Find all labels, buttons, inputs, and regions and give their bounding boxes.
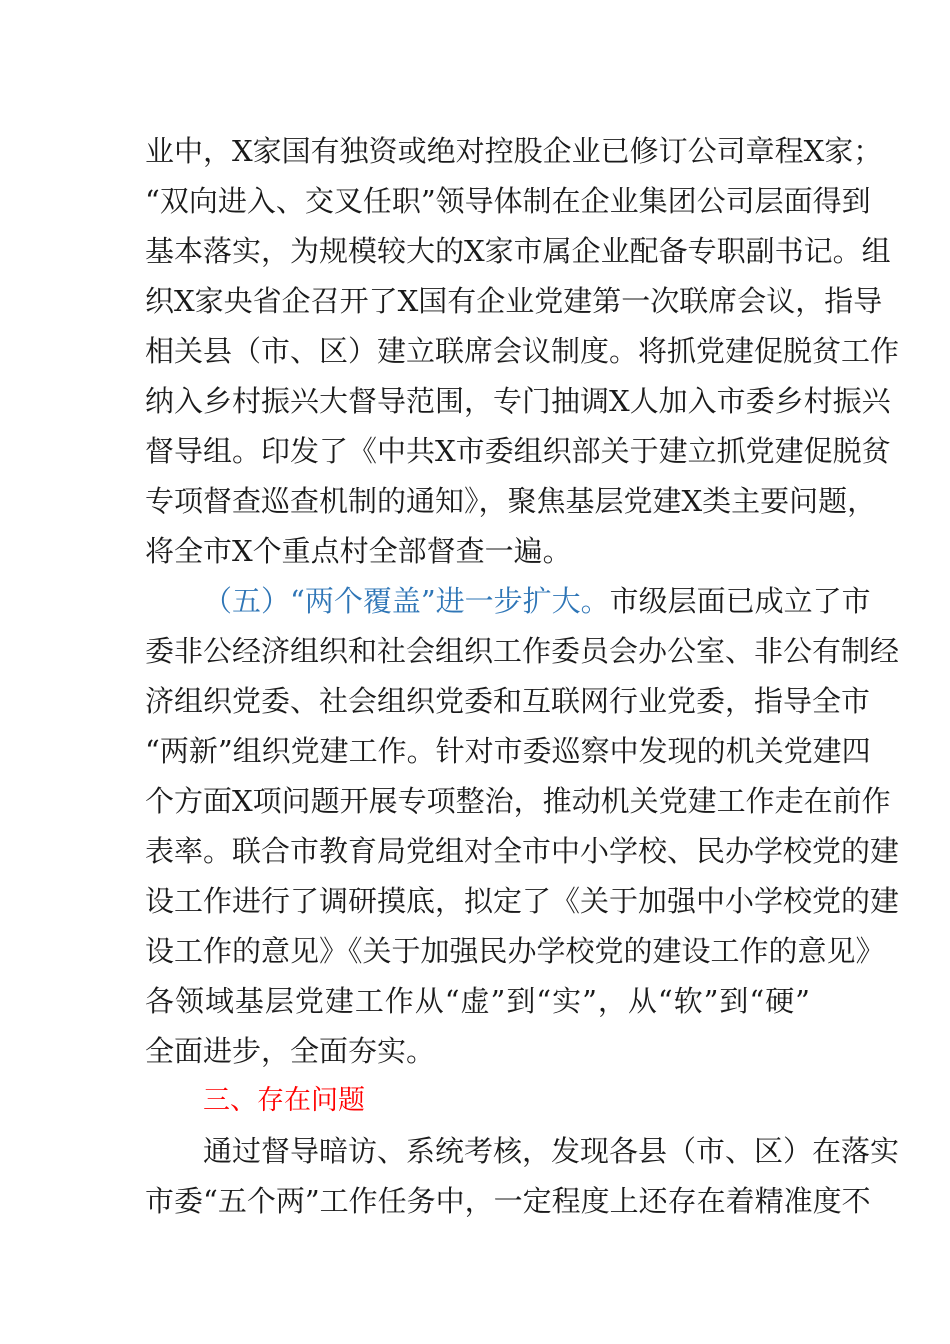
section-heading: 三、存在问题 — [203, 1085, 365, 1116]
text-line: 相关县（市、区）建立联席会议制度。将抓党建促脱贫工作 — [145, 334, 900, 368]
text-line: “双向进入、交叉任职”领导体制在企业集团公司层面得到 — [145, 184, 871, 218]
text-line: 全面进步，全面夯实。 — [145, 1034, 436, 1068]
text-line: 将全市X个重点村全部督查一遍。 — [145, 534, 572, 568]
text-run: 市级层面已成立了市 — [609, 584, 871, 618]
text-line: 济组织党委、社会组织党委和互联网行业党委，指导全市 — [145, 684, 871, 718]
sub-heading: （五）“两个覆盖”进一步扩大。 — [203, 584, 610, 618]
text-line: 设工作的意见》《关于加强民办学校党的建设工作的意见》 — [145, 934, 885, 968]
text-line: 业中，X家国有独资或绝对控股企业已修订公司章程X家； — [145, 134, 883, 168]
text-line: 织X家央省企召开了X国有企业党建第一次联席会议，指导 — [145, 284, 883, 318]
paragraph-two-coverage — [145, 576, 900, 1076]
text-line: 专项督查巡查机制的通知》，聚焦基层党建X类主要问题， — [145, 484, 877, 518]
paragraph-existing-problems — [145, 1126, 900, 1226]
text-line: 督导组。印发了《中共X市委组织部关于建立抓党建促脱贫 — [145, 434, 891, 468]
text-line: 基本落实，为规模较大的X家市属企业配备专职副书记。组 — [145, 234, 891, 268]
text-line: 个方面X项问题开展专项整治，推动机关党建工作走在前作 — [145, 784, 891, 818]
text-line: 纳入乡村振兴大督导范围，专门抽调X人加入市委乡村振兴 — [145, 384, 891, 418]
text-line: 委非公经济组织和社会组织工作委员会办公室、非公有制经 — [145, 634, 900, 668]
text-line: 设工作进行了调研摸底，拟定了《关于加强中小学校党的建 — [145, 884, 900, 918]
text-line-with-subheading — [145, 576, 871, 626]
text-line: “两新”组织党建工作。针对市委巡察中发现的机关党建四 — [145, 734, 871, 768]
text-line: 市委“五个两”工作任务中，一定程度上还存在着精准度不 — [145, 1184, 871, 1218]
text-line: 各领域基层党建工作从“虚”到“实”，从“软”到“硬” — [145, 984, 810, 1018]
text-line: 通过督导暗访、系统考核，发现各县（市、区）在落实 — [203, 1134, 900, 1168]
paragraph-state-enterprise — [145, 126, 900, 576]
document-body — [145, 126, 900, 1226]
text-line: 表率。联合市教育局党组对全市中小学校、民办学校党的建 — [145, 834, 900, 868]
